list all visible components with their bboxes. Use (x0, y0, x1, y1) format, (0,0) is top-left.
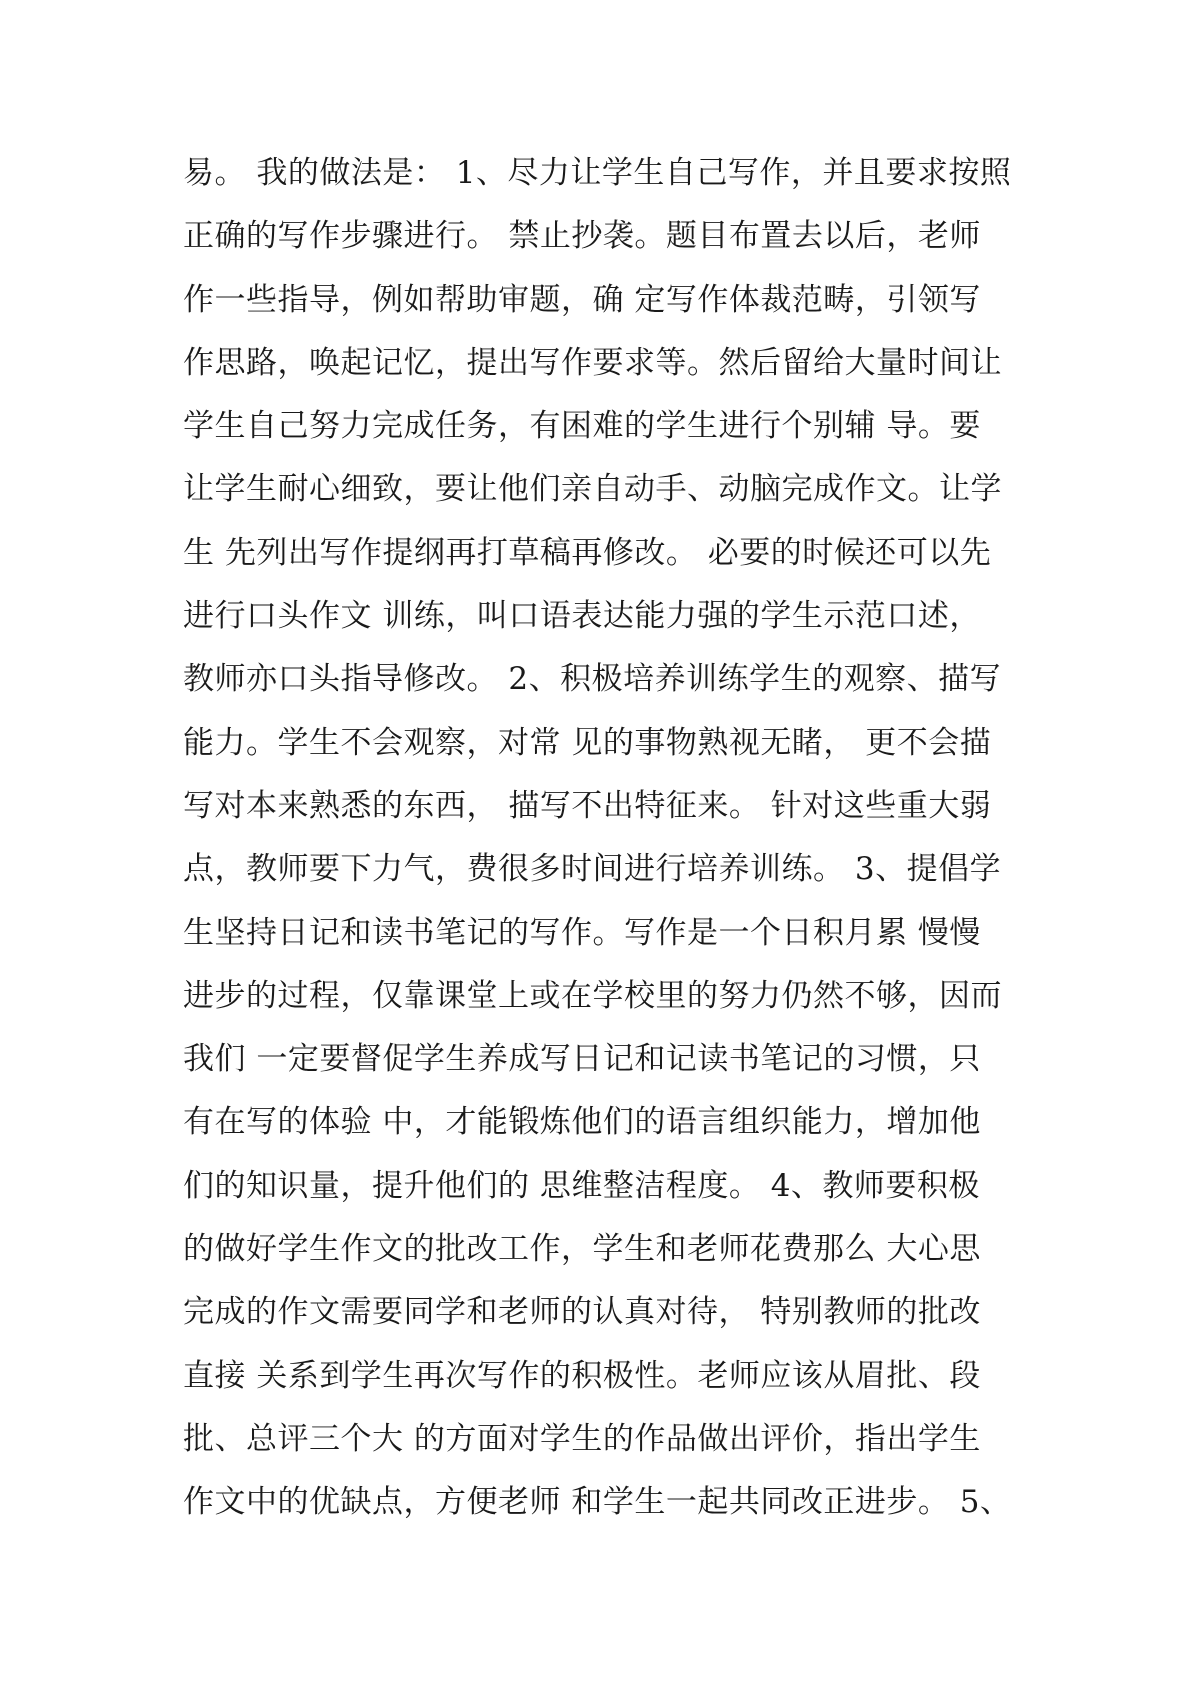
text-line: 学生自己努力完成任务，有困难的学生进行个别辅 导。要 (183, 408, 981, 445)
text-line: 作一些指导，例如帮助审题，确 定写作体裁范畴，引领写 (183, 281, 981, 318)
text-line: 作思路，唤起记忆，提出写作要求等。然后留给大量时间让 (183, 344, 1002, 381)
text-line: 让学生耐心细致，要让他们亲自动手、动脑完成作文。让学 (183, 471, 1002, 508)
text-line: 完成的作文需要同学和老师的认真对待， 特别教师的批改 (183, 1294, 981, 1331)
text-line: 生坚持日记和读书笔记的写作。写作是一个日积月累 慢慢 (183, 914, 981, 951)
text-line: 易。 我的做法是： 1、尽力让学生自己写作，并且要求按照 (183, 155, 1012, 191)
text-line: 有在写的体验 中，才能锻炼他们的语言组织能力，增加他 (183, 1104, 981, 1141)
body-text (183, 142, 1023, 1535)
text-line: 直接 关系到学生再次写作的积极性。老师应该从眉批、段 (183, 1357, 981, 1394)
text-line: 生 先列出写作提纲再打草稿再修改。 必要的时候还可以先 (183, 534, 992, 571)
text-line: 进步的过程，仅靠课堂上或在学校里的努力仍然不够，因而 (183, 977, 1002, 1014)
text-line: 写对本来熟悉的东西， 描写不出特征来。 针对这些重大弱 (183, 787, 992, 824)
text-line: 的做好学生作文的批改工作，学生和老师花费那么 大心思 (183, 1231, 981, 1268)
text-line: 能力。学生不会观察，对常 见的事物熟视无睹， 更不会描 (183, 724, 992, 761)
text-line: 作文中的优缺点，方便老师 和学生一起共同改正进步。 5、 (183, 1484, 1012, 1521)
text-line: 教师亦口头指导修改。 2、积极培养训练学生的观察、描写 (183, 661, 1002, 698)
text-line: 我们 一定要督促学生养成写日记和记读书笔记的习惯，只 (183, 1041, 981, 1078)
text-line: 正确的写作步骤进行。 禁止抄袭。题目布置去以后，老师 (183, 218, 981, 255)
text-line: 们的知识量，提升他们的 思维整洁程度。 4、教师要积极 (183, 1167, 980, 1204)
text-line: 进行口头作文 训练，叫口语表达能力强的学生示范口述， (183, 598, 981, 635)
text-line: 点，教师要下力气，费很多时间进行培养训练。 3、提倡学 (183, 851, 1002, 888)
text-line: 批、总评三个大 的方面对学生的作品做出评价，指出学生 (183, 1420, 981, 1457)
